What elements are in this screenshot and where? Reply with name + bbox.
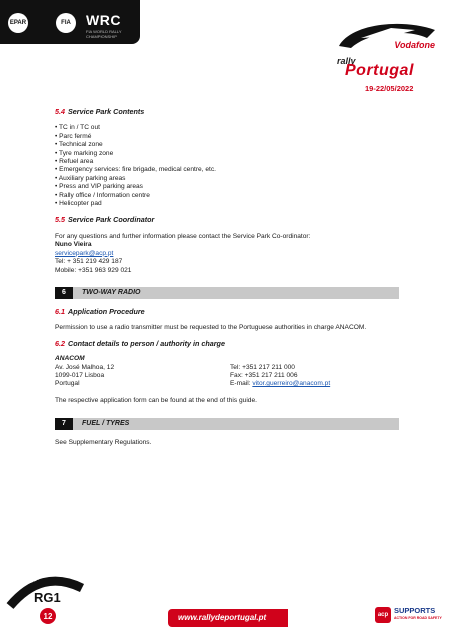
supports-label: SUPPORTS bbox=[394, 606, 436, 615]
section-title: Service Park Coordinator bbox=[68, 215, 155, 225]
coordinator-tel: Tel: + 351 219 429 187 bbox=[55, 258, 123, 266]
header-logo-bar bbox=[0, 0, 140, 44]
section-number: 5.5 bbox=[55, 215, 65, 225]
fuel-tyres-text: See Supplementary Regulations. bbox=[55, 439, 152, 447]
acp-logo: acp bbox=[375, 607, 391, 623]
acp-supports-logo bbox=[375, 604, 445, 628]
section-title: Application Procedure bbox=[68, 306, 145, 316]
address-line: Av. José Malhoa, 12 bbox=[55, 363, 115, 371]
section-6-2-heading bbox=[55, 340, 405, 348]
authority-fax: Fax: +351 217 211 006 bbox=[230, 371, 298, 379]
coordinator-email-link[interactable]: servicepark@acp.pt bbox=[55, 249, 114, 257]
list-item: • Tyre marking zone bbox=[55, 150, 405, 158]
wrc-subtitle: FIA WORLD RALLY CHAMPIONSHIP bbox=[86, 29, 122, 39]
section-number: 6.2 bbox=[55, 338, 65, 348]
section-title: Service Park Contents bbox=[68, 107, 145, 116]
coordinator-name: Nuno Vieira bbox=[55, 241, 92, 249]
section-5-5-heading bbox=[55, 216, 405, 224]
authority-address bbox=[55, 364, 230, 389]
rally-word: rally bbox=[337, 56, 356, 66]
rally-car-icon bbox=[331, 16, 441, 56]
fia-logo: FIA bbox=[56, 13, 76, 33]
website-banner[interactable] bbox=[168, 609, 288, 627]
portugal-word: Portugal bbox=[345, 62, 414, 79]
list-item: • Refuel area bbox=[55, 158, 405, 166]
page-number: 12 bbox=[40, 608, 56, 624]
wrc-logo: WRC bbox=[86, 12, 121, 28]
address-line: Portugal bbox=[55, 380, 80, 388]
rally-guide-text: RALLY GUIDE 1 bbox=[20, 565, 65, 589]
application-procedure-text: Permission to use a radio transmitter must be requested to the Portuguese authorities in charge ANACOM. bbox=[55, 324, 367, 332]
section-6-bar bbox=[55, 287, 399, 299]
address-line: 1099-017 Lisboa bbox=[55, 371, 105, 379]
section-5-4-heading bbox=[55, 108, 405, 116]
section-title: TWO-WAY RADIO bbox=[82, 288, 141, 296]
document-body bbox=[55, 108, 405, 448]
section-6-1-heading bbox=[55, 308, 405, 316]
rally-portugal-logo bbox=[331, 16, 441, 98]
coordinator-intro: For any questions and further information please contact the Service Park Co-ordinator: bbox=[55, 232, 311, 240]
application-form-note: The respective application form can be found at the end of this guide. bbox=[55, 396, 257, 404]
section-title: Contact details to person / authority in charge bbox=[68, 338, 225, 348]
authority-tel: Tel: +351 217 211 000 bbox=[230, 363, 295, 371]
authority-contacts bbox=[230, 364, 405, 389]
section-number: 6.1 bbox=[55, 306, 65, 316]
authority-email-link[interactable]: vitor.guerreiro@anacom.pt bbox=[252, 380, 331, 388]
list-item: • Helicopter pad bbox=[55, 200, 405, 208]
service-park-contents-list bbox=[55, 124, 405, 208]
authority-contact-columns bbox=[55, 364, 405, 389]
section-number: 7 bbox=[55, 418, 73, 430]
email-label: E-mail: bbox=[230, 380, 251, 388]
sponsor-label: Vodafone bbox=[394, 40, 435, 50]
list-item: • Parc fermé bbox=[55, 133, 405, 141]
section-title: FUEL / TYRES bbox=[82, 420, 130, 428]
rally-guide-code: RG1 bbox=[34, 590, 61, 605]
section-number: 5.4 bbox=[55, 107, 65, 116]
epar-logo: EPAR bbox=[8, 13, 28, 33]
list-item: • Press and VIP parking areas bbox=[55, 183, 405, 191]
supports-sub: ACTION FOR ROAD SAFETY bbox=[394, 616, 442, 620]
event-dates: 19-22/05/2022 bbox=[365, 84, 414, 93]
website-url[interactable]: www.rallydeportugal.pt bbox=[178, 613, 267, 622]
list-item: • Emergency services: fire brigade, medical centre, etc. bbox=[55, 166, 405, 174]
authority-name: ANACOM bbox=[55, 355, 85, 363]
list-item: • Auxiliary parking areas bbox=[55, 175, 405, 183]
section-7-bar bbox=[55, 418, 399, 430]
list-item: • Rally office / Information centre bbox=[55, 192, 405, 200]
section-number: 6 bbox=[55, 287, 73, 299]
coordinator-mobile: Mobile: +351 963 929 021 bbox=[55, 266, 132, 274]
rally-guide-badge bbox=[6, 566, 86, 626]
authority-email bbox=[230, 380, 405, 388]
list-item: • TC in / TC out bbox=[55, 124, 405, 132]
list-item: • Technical zone bbox=[55, 141, 405, 149]
